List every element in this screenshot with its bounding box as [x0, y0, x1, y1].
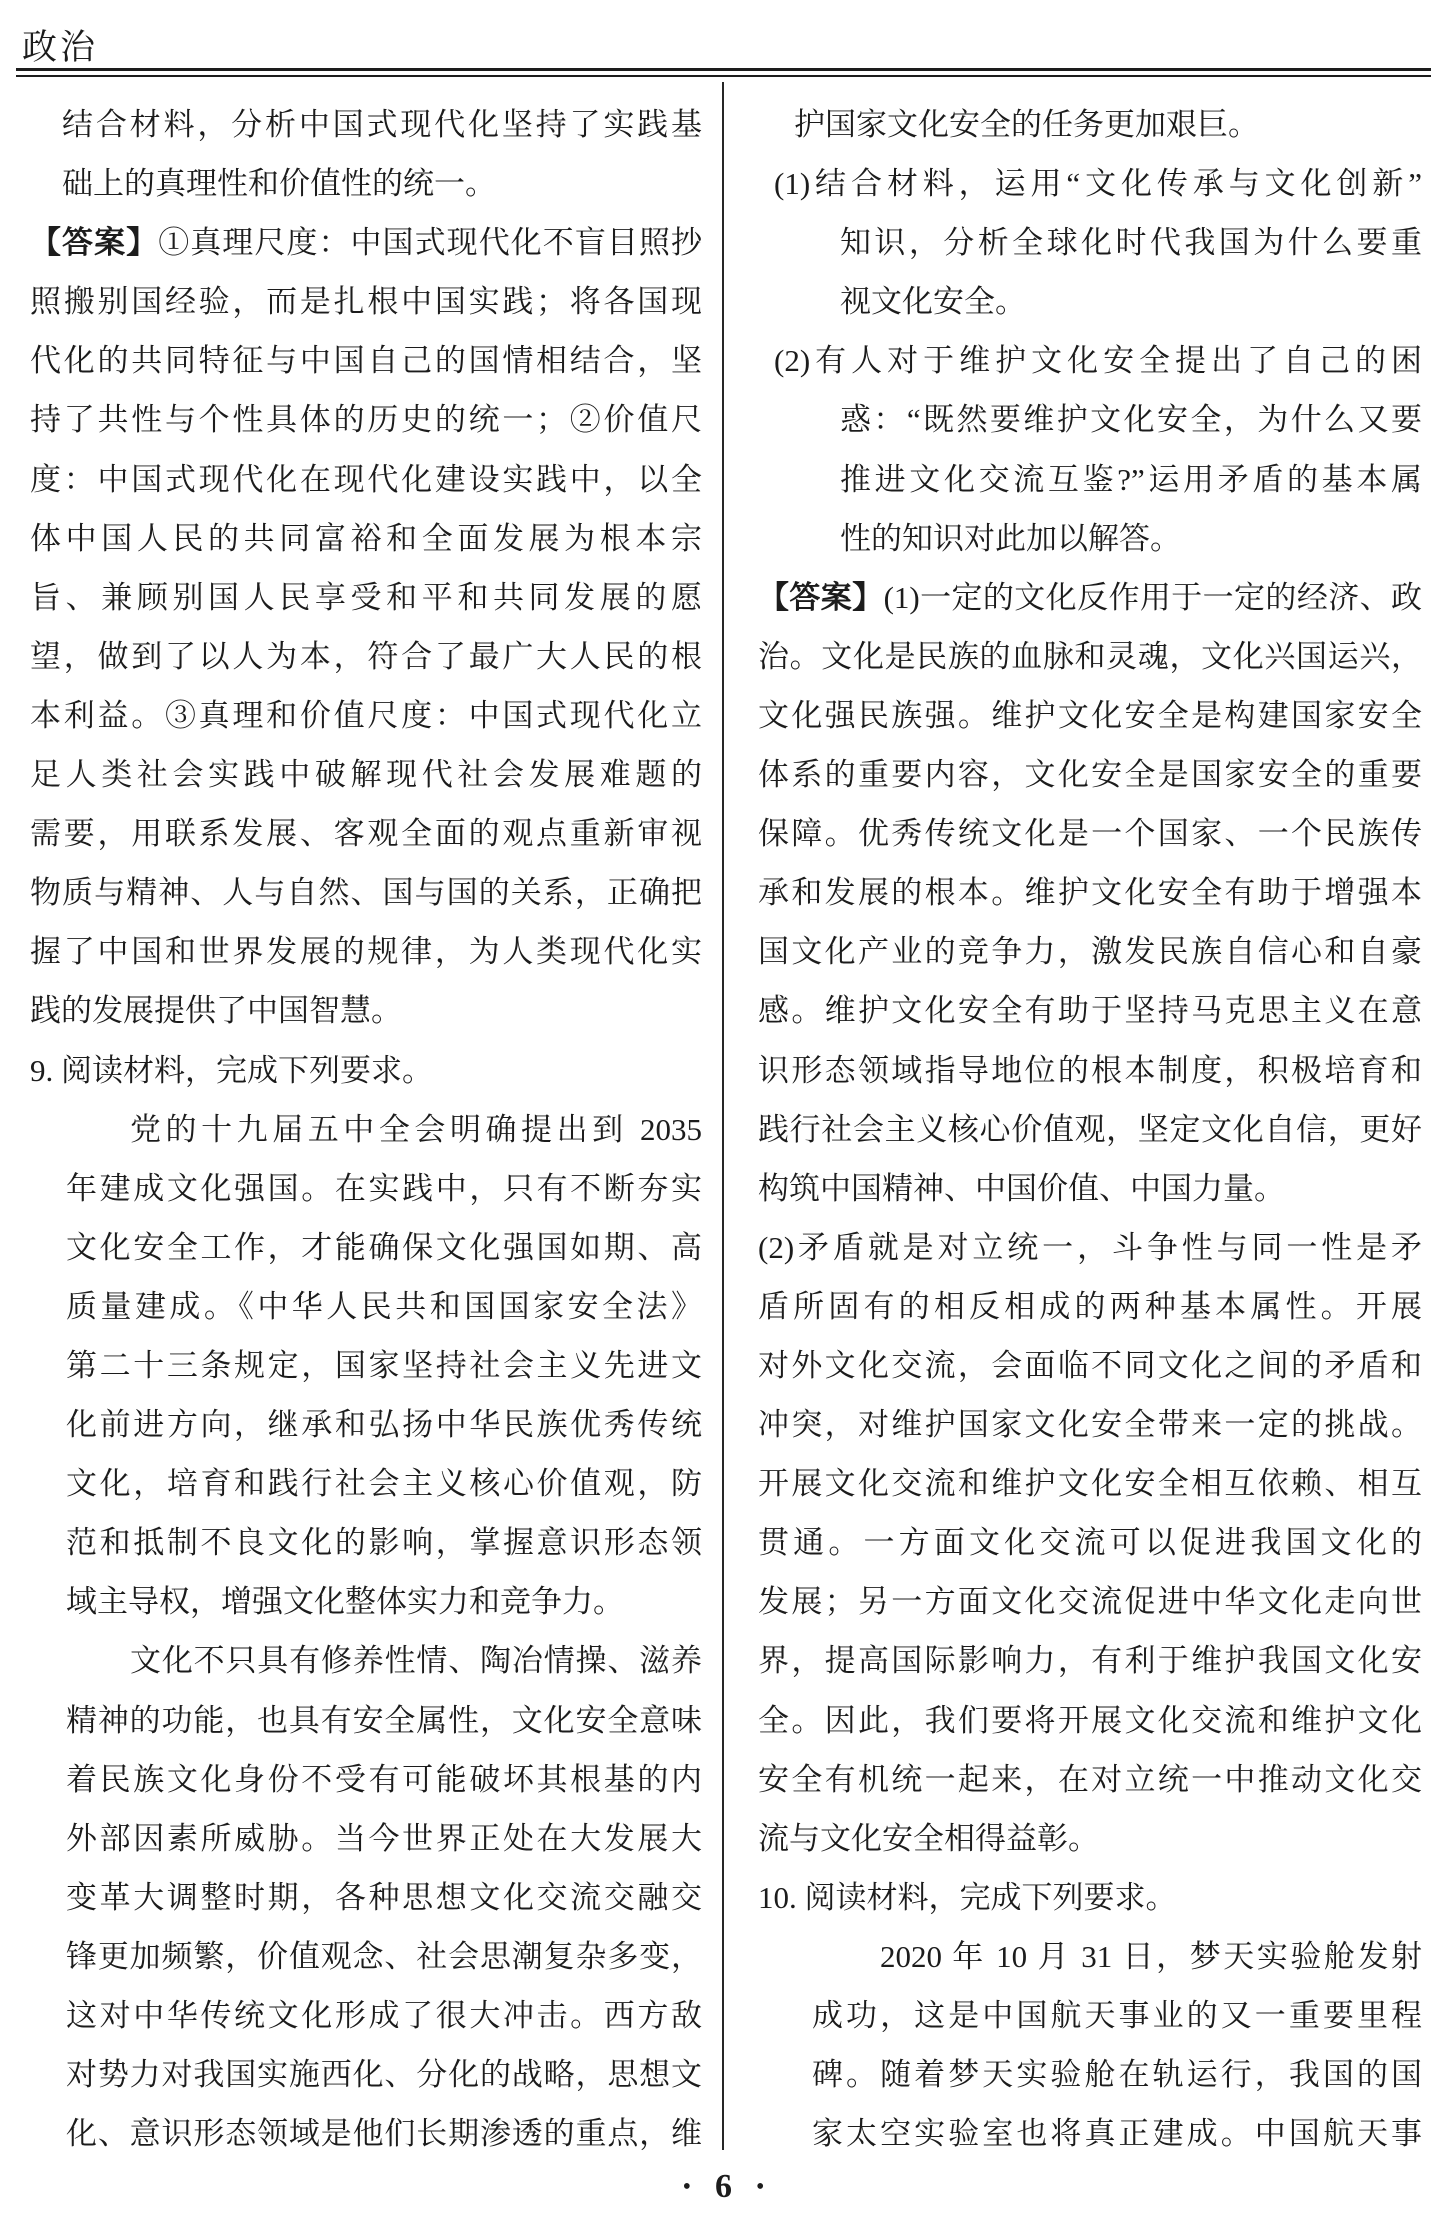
text-line: 旨、兼顾别国人民享受和平和共同发展的愿 [30, 579, 702, 615]
text-line: 文化强民族强。维护文化安全是构建国家安全 [758, 697, 1422, 733]
text-line: 10. 阅读材料，完成下列要求。 [758, 1879, 1177, 1915]
text-line: 本利益。③真理和价值尺度：中国式现代化立 [30, 697, 702, 733]
text-line: 范和抵制不良文化的影响，掌握意识形态领 [66, 1525, 702, 1561]
text-line: 持了共性与个性具体的历史的统一；②价值尺 [30, 402, 702, 438]
text-line: 础上的真理性和价值性的统一。 [62, 166, 496, 202]
text-line: 发展；另一方面文化交流促进中华文化走向世 [758, 1584, 1422, 1620]
text-line: 足人类社会实践中破解现代社会发展难题的 [30, 757, 702, 793]
right-column [758, 95, 1422, 2163]
header-double-rule [16, 68, 1431, 77]
text-line: 锋更加频繁，价值观念、社会思潮复杂多变， [66, 1938, 702, 1974]
footer-dot-left-icon: • [682, 2174, 691, 2200]
text-line: 需要，用联系发展、客观全面的观点重新审视 [30, 816, 702, 852]
text-line: 化前进方向，继承和弘扬中华民族优秀传统 [66, 1407, 702, 1443]
text-line: 构筑中国精神、中国价值、中国力量。 [758, 1170, 1285, 1206]
text-line: 开展文化交流和维护文化安全相互依赖、相互 [758, 1466, 1422, 1502]
text-line: 碑。随着梦天实验舱在轨运行，我国的国 [812, 2057, 1422, 2093]
text-line: 对势力对我国实施西化、分化的战略，思想文 [66, 2057, 702, 2093]
left-column [30, 95, 702, 2163]
text-line: 安全有机统一起来，在对立统一中推动文化交 [758, 1761, 1422, 1797]
text-line: 年建成文化强国。在实践中，只有不断夯实 [66, 1170, 702, 1206]
text-line: 文化不只具有修养性情、陶冶情操、滋养 [130, 1643, 702, 1679]
text-line: 度：中国式现代化在现代化建设实践中，以全 [30, 461, 702, 497]
text-line: 2020 年 10 月 31 日，梦天实验舱发射 [880, 1938, 1422, 1974]
text-line: (2)有人对于维护文化安全提出了自己的困 [774, 343, 1422, 379]
text-line: 推进文化交流互鉴?”运用矛盾的基本属 [840, 461, 1422, 497]
text-line: 盾所固有的相反相成的两种基本属性。开展 [758, 1288, 1422, 1324]
text-line: 9. 阅读材料，完成下列要求。 [30, 1052, 433, 1088]
text-line: 照搬别国经验，而是扎根中国实践；将各国现 [30, 284, 702, 320]
text-line: 全。因此，我们要将开展文化交流和维护文化 [758, 1702, 1422, 1738]
text-line: 域主导权，增强文化整体实力和竞争力。 [66, 1584, 624, 1620]
text-line: 治。文化是民族的血脉和灵魂，文化兴国运兴， [758, 638, 1422, 674]
text-line: 结合材料，分析中国式现代化坚持了实践基 [62, 107, 702, 142]
text-line: 物质与精神、人与自然、国与国的关系，正确把 [30, 875, 702, 911]
column-divider-rule [722, 82, 724, 2150]
text-line: 感。维护文化安全有助于坚持马克思主义在意 [758, 993, 1422, 1029]
text-line: 家太空实验室也将真正建成。中国航天事 [812, 2116, 1422, 2152]
text-line: 践的发展提供了中国智慧。 [30, 993, 402, 1029]
text-line: 文化安全工作，才能确保文化强国如期、高 [66, 1229, 702, 1265]
text-line: 体中国人民的共同富裕和全面发展为根本宗 [30, 520, 702, 556]
text-line: 第二十三条规定，国家坚持社会主义先进文 [66, 1347, 702, 1383]
text-line: 成功，这是中国航天事业的又一重要里程 [812, 1998, 1422, 2033]
text-line: 【答案】(1)一定的文化反作用于一定的经济、政 [758, 579, 1422, 615]
text-line: 冲突，对维护国家文化安全带来一定的挑战。 [758, 1407, 1422, 1443]
text-line: 变革大调整时期，各种思想文化交流交融交 [66, 1879, 702, 1915]
text-line: 惑：“既然要维护文化安全，为什么又要 [840, 402, 1422, 438]
text-line: 识形态领域指导地位的根本制度，积极培育和 [758, 1052, 1422, 1088]
text-line: 文化，培育和践行社会主义核心价值观，防 [66, 1466, 702, 1502]
text-line: 视文化安全。 [840, 284, 1026, 320]
page-title: 政治 [22, 28, 99, 67]
text-line: 践行社会主义核心价值观，坚定文化自信，更好 [758, 1111, 1422, 1147]
text-line: 保障。优秀传统文化是一个国家、一个民族传 [758, 816, 1422, 852]
text-line: 护国家文化安全的任务更加艰巨。 [794, 107, 1259, 142]
text-line: 精神的功能，也具有安全属性，文化安全意味 [66, 1702, 702, 1738]
text-line: 贯通。一方面文化交流可以促进我国文化的 [758, 1525, 1422, 1561]
text-line: 化、意识形态领域是他们长期渗透的重点，维 [66, 2116, 702, 2152]
text-line: 质量建成。《中华人民共和国国家安全法》 [66, 1288, 702, 1324]
text-line: 代化的共同特征与中国自己的国情相结合，坚 [30, 343, 702, 379]
answer-label: 【答案】 [30, 225, 159, 261]
text-line: 外部因素所威胁。当今世界正处在大发展大 [66, 1820, 702, 1856]
answer-label: 【答案】 [758, 579, 884, 615]
footer-dot-right-icon: • [756, 2174, 765, 2200]
page-footer [0, 2164, 1447, 2210]
text-line: 这对中华传统文化形成了很大冲击。西方敌 [66, 1998, 702, 2033]
text-line: 国文化产业的竞争力，激发民族自信心和自豪 [758, 934, 1422, 970]
text-line: (1)结合材料，运用“文化传承与文化创新” [774, 166, 1422, 202]
text-line: 握了中国和世界发展的规律，为人类现代化实 [30, 934, 702, 970]
text-line: (2)矛盾就是对立统一，斗争性与同一性是矛 [758, 1229, 1422, 1265]
text-line: 性的知识对此加以解答。 [840, 520, 1181, 556]
text-line: 【答案】①真理尺度：中国式现代化不盲目照抄 [30, 225, 703, 261]
text-line: 望，做到了以人为本，符合了最广大人民的根 [30, 638, 702, 674]
text-line: 界，提高国际影响力，有利于维护我国文化安 [758, 1643, 1422, 1679]
text-line: 党的十九届五中全会明确提出到 2035 [130, 1111, 702, 1147]
page-number: 6 [715, 2168, 732, 2205]
text-line: 体系的重要内容，文化安全是国家安全的重要 [758, 757, 1422, 793]
text-line: 知识，分析全球化时代我国为什么要重 [840, 225, 1422, 261]
text-line: 对外文化交流，会面临不同文化之间的矛盾和 [758, 1347, 1422, 1383]
text-line: 流与文化安全相得益彰。 [758, 1820, 1099, 1856]
text-line: 承和发展的根本。维护文化安全有助于增强本 [758, 875, 1422, 911]
text-line: 着民族文化身份不受有可能破坏其根基的内 [66, 1761, 702, 1797]
